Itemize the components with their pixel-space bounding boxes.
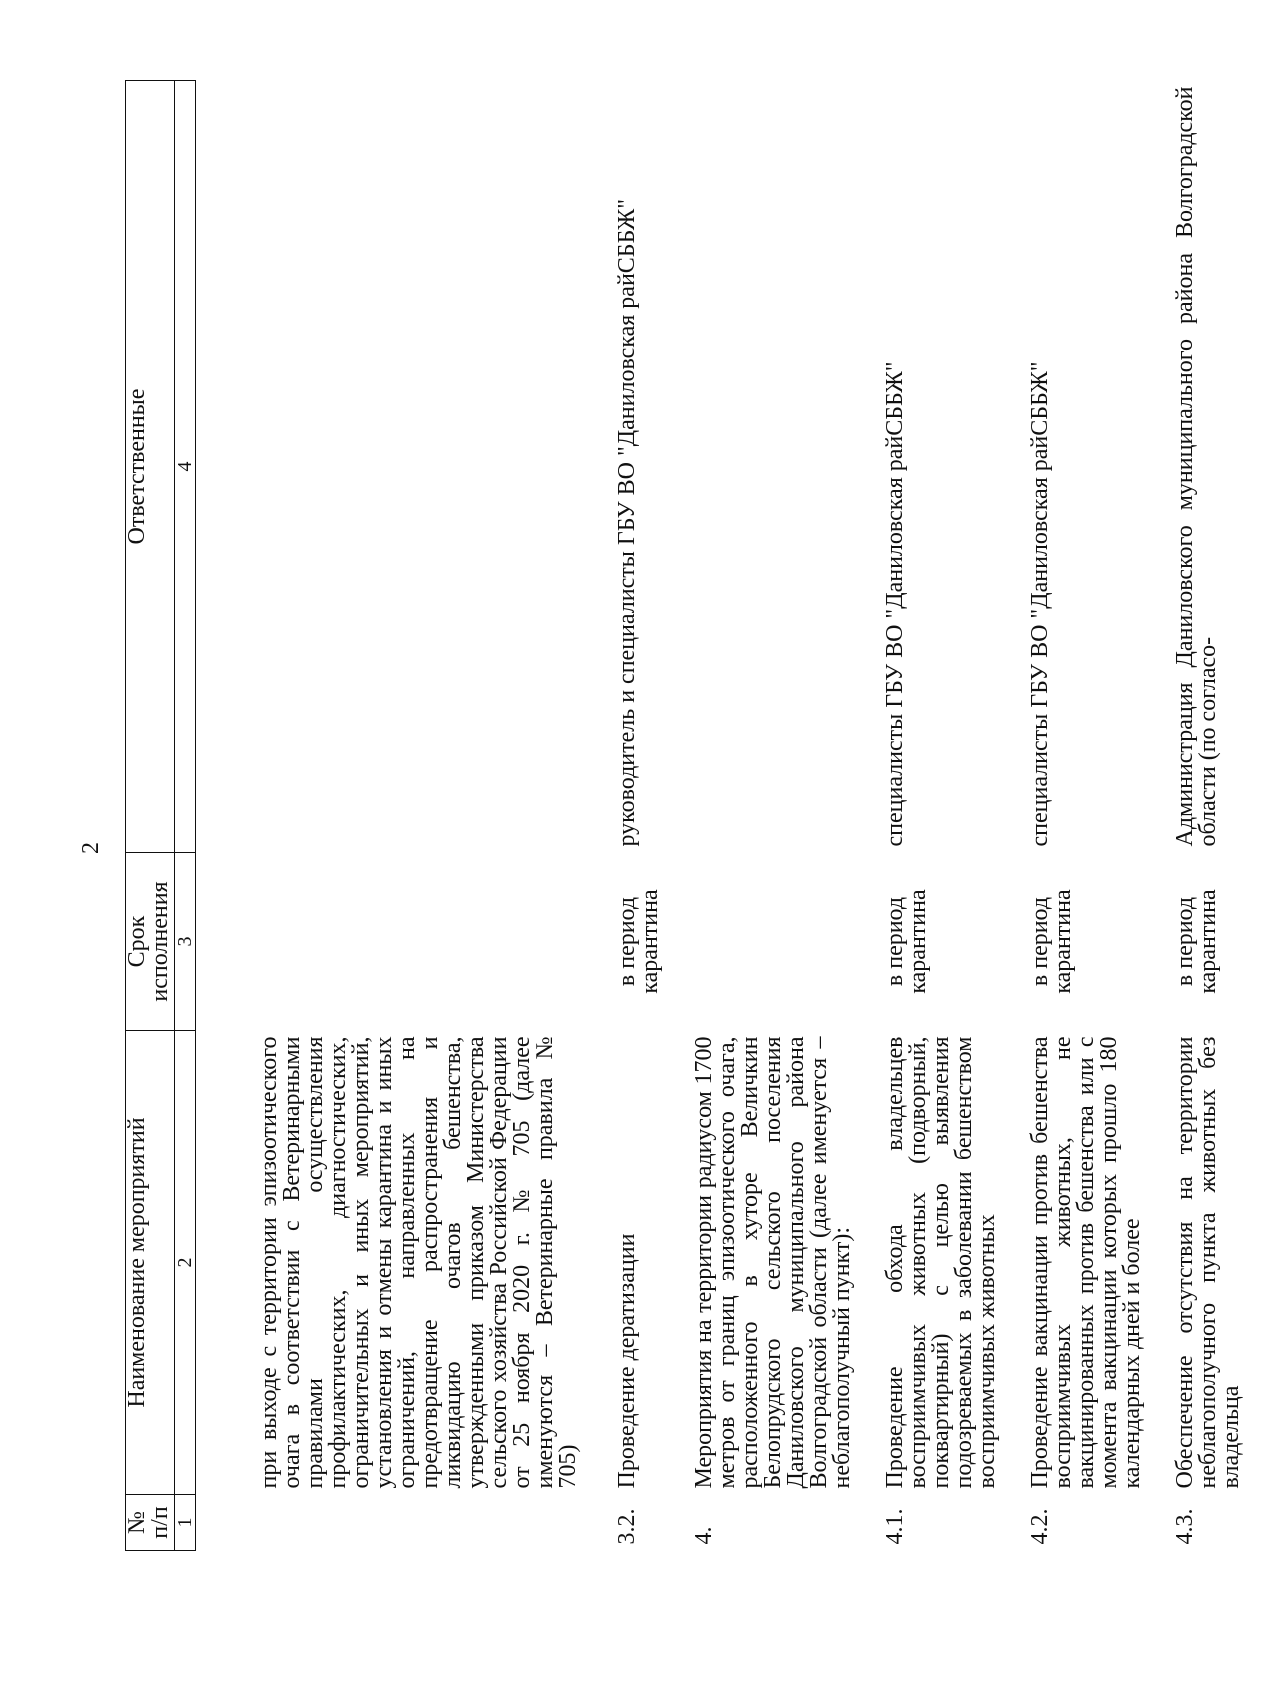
row-responsible: [196, 81, 617, 853]
row-number: 4.1.: [881, 1508, 908, 1545]
row-deadline: [693, 853, 884, 1031]
table-row: [616, 81, 692, 1551]
column-number: 2: [175, 1031, 196, 1495]
row-number: 4.2.: [1026, 1508, 1053, 1545]
table-row: [196, 81, 617, 1551]
row-responsible: специалисты ГБУ ВО "Даниловская райСББЖ": [1026, 361, 1053, 847]
column-number: 3: [175, 853, 196, 1031]
row-number: 4.3.: [1172, 1508, 1199, 1545]
row-deadline: [196, 853, 617, 1031]
header-number: № п/п: [126, 1495, 175, 1551]
column-number-row: [175, 81, 196, 1551]
table-row: [884, 81, 1029, 1551]
row-responsible: [693, 81, 884, 853]
column-number: 4: [175, 81, 196, 853]
page-number: 2: [78, 842, 104, 854]
row-measure: Проведение вакцинации против бешенства восприимчивых животных, не вакцинированных против бешенства или с момента вакцинации которых прошло 180 календарных дней и более: [1026, 1036, 1145, 1489]
row-responsible: руководитель и специалисты ГБУ ВО "Даниловская райСББЖ": [614, 198, 641, 847]
table-row: [1029, 81, 1174, 1551]
table-row: [1174, 81, 1273, 1551]
header-measures: Наименование мероприятий: [126, 1031, 175, 1495]
row-measure: Обеспечение отсутствия на территории неблагополучного пункта животных без владельца: [1172, 1036, 1245, 1489]
row-measure: Проведение дератизации: [614, 1233, 641, 1489]
row-measure: Мероприятия на территории радиусом 1700 метров от границ эпизоотического очага, расположенного в хуторе Величкин Белопрудского сельского поселения Даниловского муниципального района Волгоградской области (далее именуется – неблагополучный пункт):: [690, 1036, 855, 1489]
row-deadline: в период карантина: [1026, 889, 1076, 994]
row-responsible: специалисты ГБУ ВО "Даниловская райСББЖ": [881, 361, 908, 847]
row-number: 3.2.: [614, 1508, 641, 1545]
row-measure: при выходе с территории эпизоотического очага в соответствии с Ветеринарными правилами осуществления профилактических, диагностических, ограничительных и иных мероприятий, установления и отмены карантина и иных ограничений, направленных на предотвращение распространения и ликвидацию очагов бешенства, утвержденными приказом Министерства сельского хозяйства Российской Федерации от 25 ноября 2020 г. № 705 (далее именуются – Ветеринарные правила № 705): [256, 1036, 582, 1489]
row-number: 4.: [690, 1526, 717, 1545]
row-deadline: в период карантина: [1172, 889, 1222, 994]
row-measure: Проведение обхода владельцев восприимчивых животных (подворный, поквартирный) с целью выявления подозреваемых в заболевании бешенством восприимчивых животных: [881, 1036, 1000, 1489]
row-number: [196, 1495, 617, 1551]
measures-table: [125, 80, 1273, 1551]
row-deadline: в период карантина: [881, 889, 931, 994]
column-number: 1: [175, 1495, 196, 1551]
header-deadline: Срок исполнения: [126, 853, 175, 1031]
row-deadline: в период карантина: [614, 889, 664, 994]
header-responsible: Ответственные: [126, 81, 175, 853]
row-responsible: Администрация Даниловского муниципального района Волгоградской области (по согласо-: [1172, 86, 1222, 847]
table-header-row: [126, 81, 175, 1551]
table-row: [693, 81, 884, 1551]
